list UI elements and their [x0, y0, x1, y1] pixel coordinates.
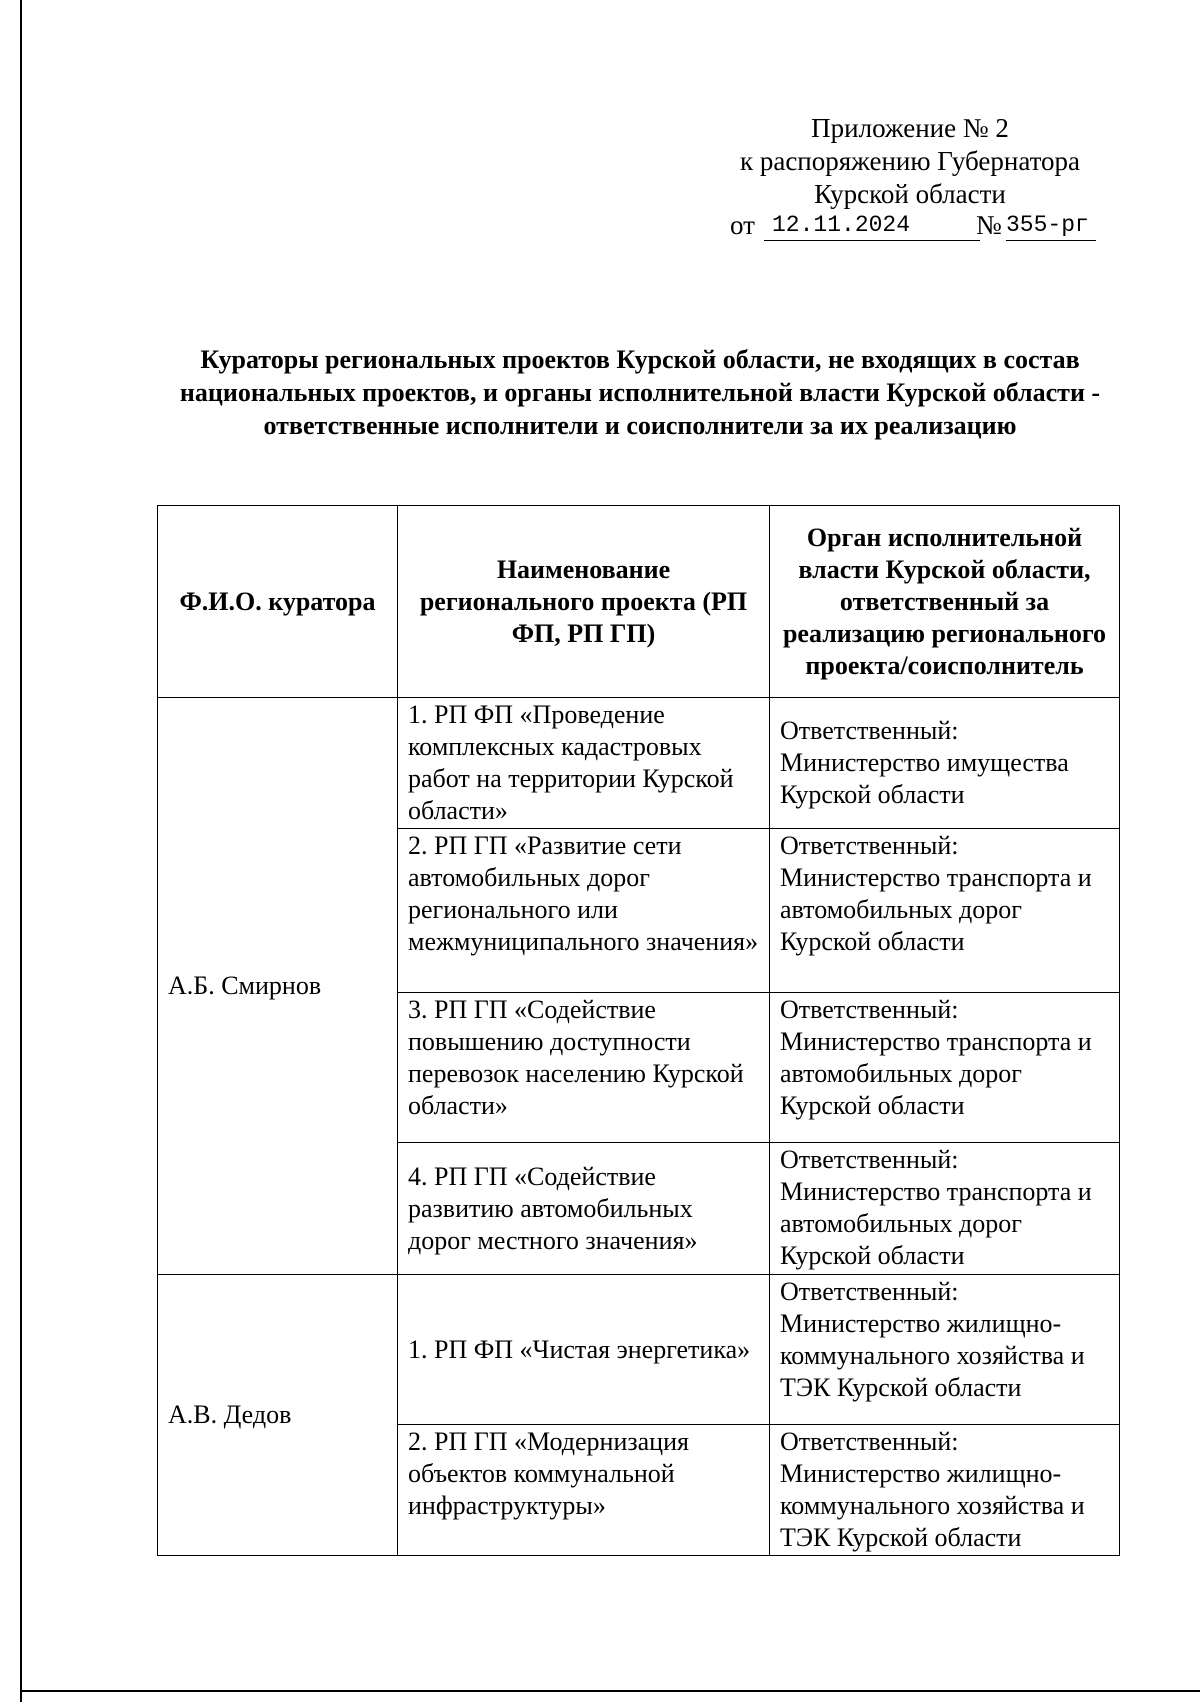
- order-number: 355-рг: [1006, 210, 1096, 241]
- project-cell: 4. РП ГП «Содействие развитию автомобильных дорог местного значения»: [398, 1143, 770, 1275]
- org-cell: [770, 698, 1120, 829]
- appendix-order-ref: к распоряжению Губернатора: [739, 146, 1081, 176]
- scan-bottom-edge-line: [20, 1690, 1200, 1692]
- project-cell: 1. РП ФП «Чистая энергетика»: [398, 1275, 770, 1425]
- org-name: Министерство транспорта и автомобильных дорог Курской области: [780, 1027, 1092, 1120]
- date-prefix: от: [730, 210, 755, 240]
- document-title: Кураторы региональных проектов Курской области, не входящих в состав национальных проектов, и органы исполнительной власти Курской области - ответственные исполнители и соисполнители за их реализацию: [179, 345, 1101, 440]
- scan-left-edge-line: [20, 0, 22, 1702]
- org-cell: [770, 1425, 1120, 1556]
- project-cell: 1. РП ФП «Проведение комплексных кадастровых работ на территории Курской области»: [398, 698, 770, 829]
- appendix-region: Курской области: [814, 179, 1006, 209]
- curator-cell: А.В. Дедов: [158, 1275, 398, 1556]
- org-label: Ответственный:: [780, 995, 959, 1024]
- org-cell: [770, 1143, 1120, 1275]
- org-name: Министерство жилищно-коммунального хозяйства и ТЭК Курской области: [780, 1459, 1085, 1552]
- org-name: Министерство транспорта и автомобильных дорог Курской области: [780, 1177, 1092, 1270]
- curators-table: [157, 505, 1120, 1556]
- org-cell: [770, 829, 1120, 993]
- appendix-header: [720, 112, 1100, 211]
- org-label: Ответственный:: [780, 1427, 959, 1456]
- header-project: Наименование регионального проекта (РП ФП, РП ГП): [398, 506, 770, 698]
- project-cell: 2. РП ГП «Развитие сети автомобильных дорог регионального или межмуниципального значения»: [398, 829, 770, 993]
- org-name: Министерство имущества Курской области: [780, 748, 1069, 809]
- org-label: Ответственный:: [780, 831, 959, 860]
- order-date-number: [730, 210, 1096, 246]
- org-name: Министерство транспорта и автомобильных дорог Курской области: [780, 863, 1092, 956]
- header-curator: Ф.И.О. куратора: [158, 506, 398, 698]
- table-header-row: [158, 506, 1120, 698]
- number-sign: №: [976, 210, 1002, 240]
- table-row: [158, 698, 1120, 829]
- order-date: 12.11.2024: [764, 210, 980, 241]
- table-row: [158, 1275, 1120, 1425]
- org-label: Ответственный:: [780, 1277, 959, 1306]
- project-cell: 3. РП ГП «Содействие повышению доступности перевозок населению Курской области»: [398, 993, 770, 1143]
- header-org: Орган исполнительной власти Курской области, ответственный за реализацию регионального проекта/соисполнитель: [770, 506, 1120, 698]
- project-cell: 2. РП ГП «Модернизация объектов коммунальной инфраструктуры»: [398, 1425, 770, 1556]
- org-name: Министерство жилищно-коммунального хозяйства и ТЭК Курской области: [780, 1309, 1085, 1402]
- org-cell: [770, 993, 1120, 1143]
- appendix-number: Приложение № 2: [811, 113, 1009, 143]
- org-label: Ответственный:: [780, 716, 959, 745]
- curator-cell: А.Б. Смирнов: [158, 698, 398, 1275]
- org-cell: [770, 1275, 1120, 1425]
- org-label: Ответственный:: [780, 1145, 959, 1174]
